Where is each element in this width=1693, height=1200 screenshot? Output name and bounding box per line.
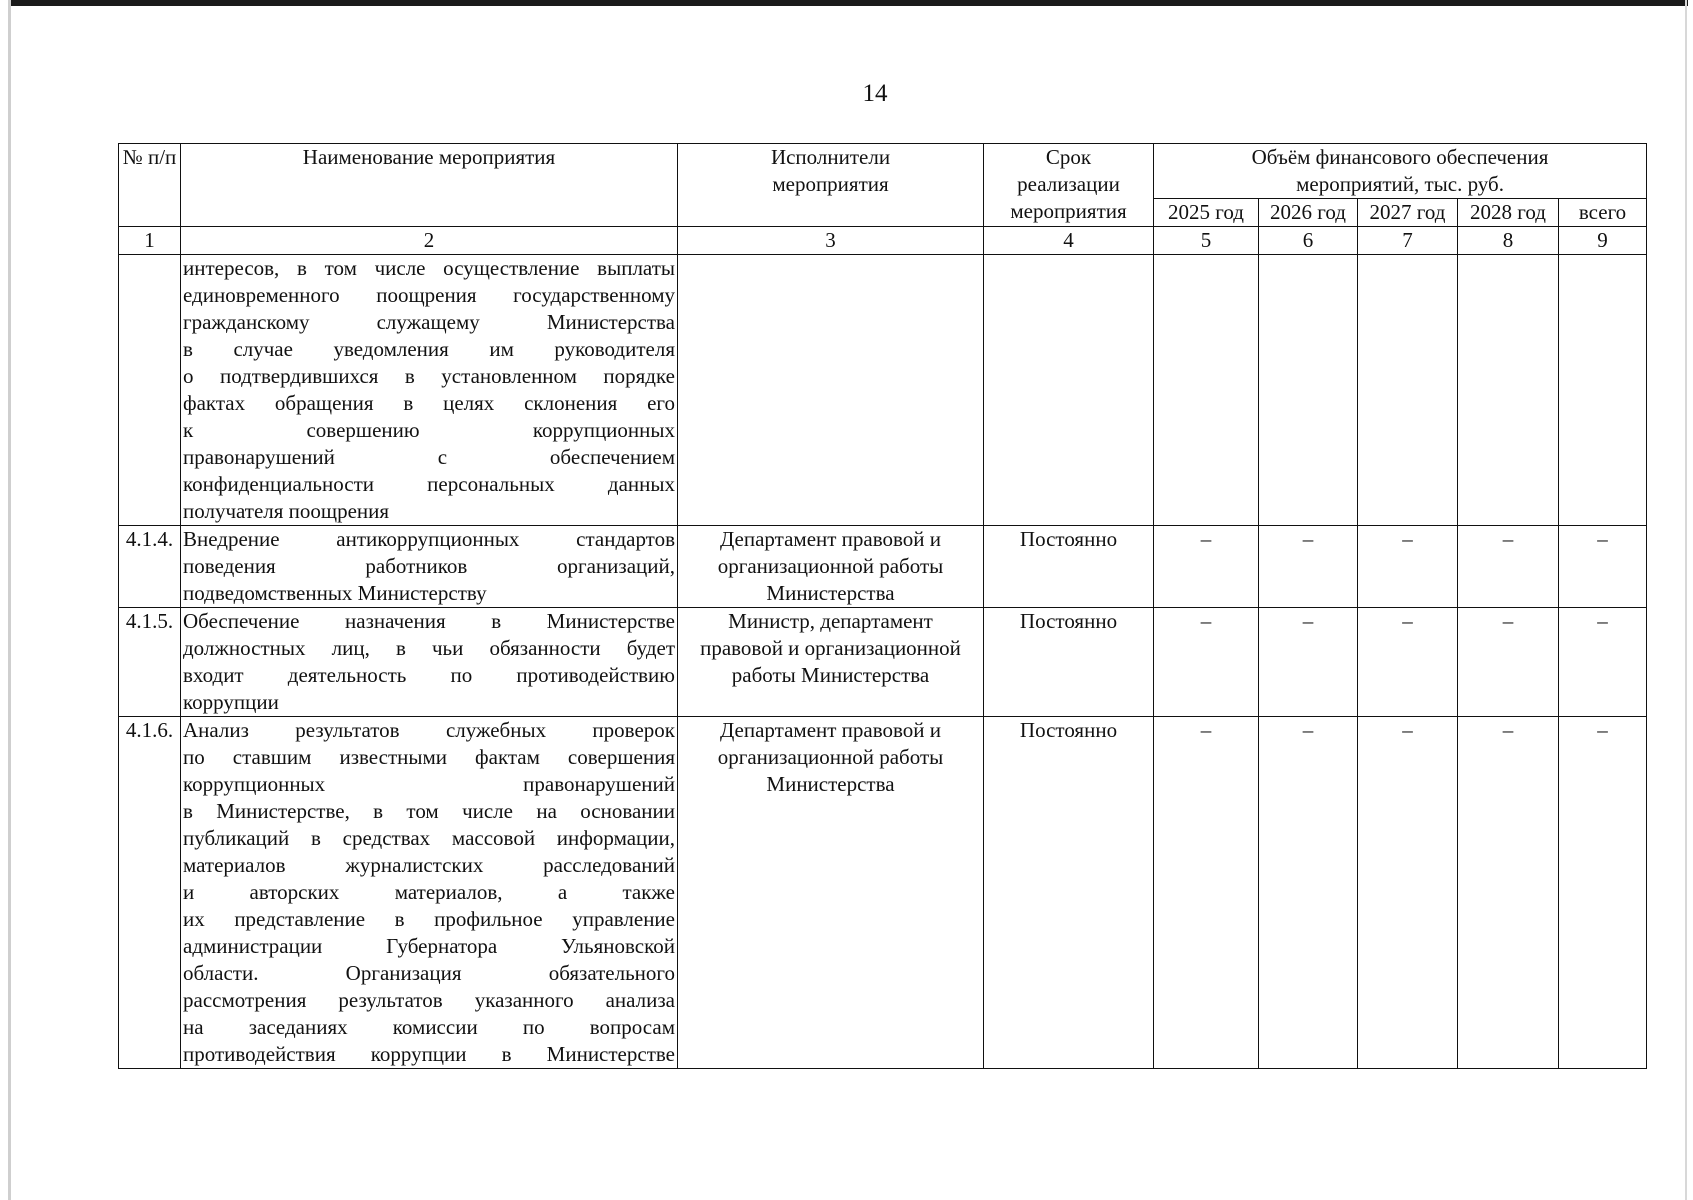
- scan-border-left: [8, 0, 11, 1200]
- header-year-2025: 2025 год: [1154, 199, 1259, 227]
- name-line: должностных лиц, в чьи обязанности будет: [183, 636, 675, 660]
- measures-table: [118, 143, 1647, 1069]
- row-value-2028: –: [1458, 608, 1559, 717]
- row-number: 4.1.5.: [119, 608, 181, 717]
- header-year-2026: 2026 год: [1259, 199, 1358, 227]
- row-value-2026: [1259, 255, 1358, 526]
- scan-border-right: [1685, 0, 1687, 1200]
- row-value-2026: –: [1259, 608, 1358, 717]
- header-year-2027: 2027 год: [1358, 199, 1458, 227]
- row-executors: [678, 526, 984, 608]
- row-name: [181, 717, 678, 1069]
- row-value-2028: [1458, 255, 1559, 526]
- table-row: [119, 717, 1647, 1069]
- row-number: 4.1.6.: [119, 717, 181, 1069]
- row-value-total: –: [1559, 608, 1647, 717]
- header-term-text: Срок реализации мероприятия: [1010, 145, 1127, 223]
- row-value-2025: –: [1154, 608, 1259, 717]
- row-value-2027: –: [1358, 717, 1458, 1069]
- row-value-total: –: [1559, 717, 1647, 1069]
- name-line: в случае уведомления им руководителя: [183, 337, 675, 361]
- name-line: Внедрение антикоррупционных стандартов: [183, 527, 675, 551]
- row-executors-text: Департамент правовой и организационной работы Министерства: [717, 527, 944, 605]
- name-line: получателя поощрения: [183, 499, 390, 523]
- row-value-2028: –: [1458, 526, 1559, 608]
- row-value-2026: –: [1259, 717, 1358, 1069]
- row-term: Постоянно: [984, 717, 1154, 1069]
- header-finance-text: Объём финансового обеспечения мероприятий, тыс. руб.: [1251, 145, 1549, 196]
- name-line: администрации Губернатора Ульяновской: [183, 934, 675, 958]
- name-line: в Министерстве, в том числе на основании: [183, 799, 675, 823]
- row-value-total: [1559, 255, 1647, 526]
- row-value-2026: –: [1259, 526, 1358, 608]
- column-number: 5: [1154, 227, 1259, 255]
- name-line: на заседаниях комиссии по вопросам: [183, 1015, 675, 1039]
- table-row: [119, 526, 1647, 608]
- row-term: Постоянно: [984, 608, 1154, 717]
- row-value-2025: [1154, 255, 1259, 526]
- row-value-2027: –: [1358, 526, 1458, 608]
- column-number: 8: [1458, 227, 1559, 255]
- name-line: коррупционных правонарушений: [183, 772, 675, 796]
- row-value-total: –: [1559, 526, 1647, 608]
- name-line: Анализ результатов служебных проверок: [183, 718, 675, 742]
- name-line: поведения работников организаций,: [183, 554, 675, 578]
- name-line: их представление в профильное управление: [183, 907, 675, 931]
- row-executors-text: Департамент правовой и организационной работы Министерства: [717, 718, 944, 796]
- name-line: противодействия коррупции в Министерстве: [183, 1042, 675, 1066]
- header-finance: [1154, 144, 1647, 199]
- name-line: фактах обращения в целях склонения его: [183, 391, 675, 415]
- name-line: подведомственных Министерству: [183, 581, 487, 605]
- row-name: [181, 255, 678, 526]
- row-value-2028: –: [1458, 717, 1559, 1069]
- row-value-2027: –: [1358, 608, 1458, 717]
- header-year-2028: 2028 год: [1458, 199, 1559, 227]
- header-executors: [678, 144, 984, 227]
- row-executors: [678, 255, 984, 526]
- row-executors: [678, 717, 984, 1069]
- header-name: Наименование мероприятия: [181, 144, 678, 227]
- column-number: 9: [1559, 227, 1647, 255]
- row-name: [181, 608, 678, 717]
- row-name: [181, 526, 678, 608]
- column-number: 1: [119, 227, 181, 255]
- row-value-2027: [1358, 255, 1458, 526]
- table-row: [119, 255, 1647, 526]
- name-line: конфиденциальности персональных данных: [183, 472, 675, 496]
- name-line: рассмотрения результатов указанного анализа: [183, 988, 675, 1012]
- column-number: 3: [678, 227, 984, 255]
- name-line: о подтвердившихся в установленном порядке: [183, 364, 675, 388]
- row-executors-text: Министр, департамент правовой и организационной работы Министерства: [700, 609, 961, 687]
- column-number: 7: [1358, 227, 1458, 255]
- header-total: всего: [1559, 199, 1647, 227]
- name-line: интересов, в том числе осуществление выплаты: [183, 256, 675, 280]
- table-row: [119, 608, 1647, 717]
- name-line: входит деятельность по противодействию: [183, 663, 675, 687]
- row-executors: [678, 608, 984, 717]
- header-row: [119, 144, 1647, 199]
- name-line: публикаций в средствах массовой информации,: [183, 826, 675, 850]
- header-term: [984, 144, 1154, 227]
- row-term: Постоянно: [984, 526, 1154, 608]
- name-line: области. Организация обязательного: [183, 961, 675, 985]
- header-num: № п/п: [119, 144, 181, 227]
- name-line: коррупции: [183, 690, 279, 714]
- row-number: 4.1.4.: [119, 526, 181, 608]
- name-line: материалов журналистских расследований: [183, 853, 675, 877]
- row-number: [119, 255, 181, 526]
- name-line: правонарушений с обеспечением: [183, 445, 675, 469]
- row-term: [984, 255, 1154, 526]
- column-number: 6: [1259, 227, 1358, 255]
- page-number: 14: [862, 80, 888, 107]
- column-number: 2: [181, 227, 678, 255]
- row-value-2025: –: [1154, 526, 1259, 608]
- row-value-2025: –: [1154, 717, 1259, 1069]
- name-line: по ставшим известными фактам совершения: [183, 745, 675, 769]
- name-line: и авторских материалов, а также: [183, 880, 675, 904]
- name-line: единовременного поощрения государственному: [183, 283, 675, 307]
- header-executors-text: Исполнители мероприятия: [770, 145, 891, 196]
- column-number-row: [119, 227, 1647, 255]
- scan-border-top: [8, 0, 1688, 6]
- name-line: гражданскому служащему Министерства: [183, 310, 675, 334]
- name-line: Обеспечение назначения в Министерстве: [183, 609, 675, 633]
- column-number: 4: [984, 227, 1154, 255]
- name-line: к совершению коррупционных: [183, 418, 675, 442]
